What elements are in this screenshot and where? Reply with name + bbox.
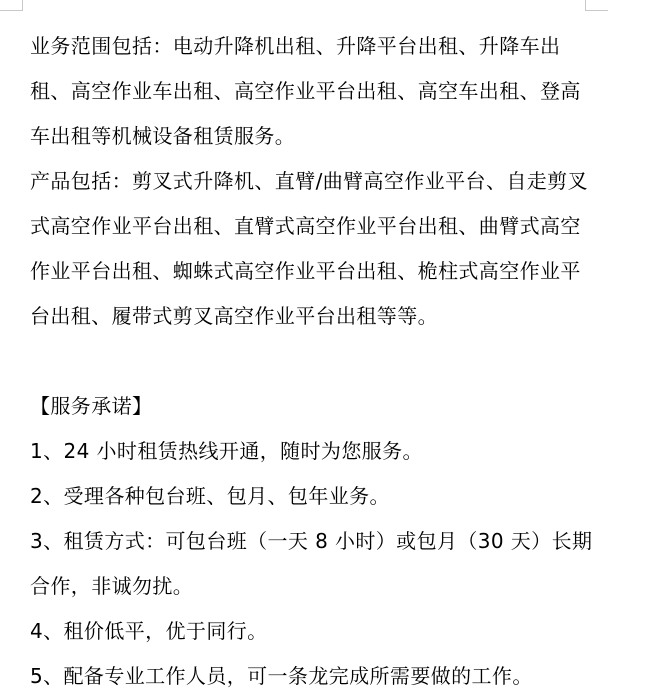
products-paragraph: 产品包括：剪叉式升降机、直臂/曲臂高空作业平台、自走剪叉式高空作业平台出租、直臂式高空作业平台出租、曲臂式高空作业平台出租、蜘蛛式高空作业平台出租、桅柱式高空作业平台出租、履带式剪叉高空作业平台出租等等。	[30, 169, 588, 328]
service-item-2: 2、受理各种包台班、包月、包年业务。	[30, 484, 390, 508]
service-item-3: 3、租赁方式：可包台班（一天 8 小时）或包月（30 天）长期合作，非诚勿扰。	[30, 529, 593, 598]
page-corner-mark-left	[0, 0, 23, 11]
scope-paragraph: 业务范围包括：电动升降机出租、升降平台出租、升降车出租、高空作业车出租、高空作业平台出租、高空车出租、登高车出租等机械设备租赁服务。	[30, 34, 581, 148]
service-item-5: 5、配备专业工作人员，可一条龙完成所需要做的工作。	[30, 664, 533, 688]
blank-line	[30, 339, 595, 384]
service-item-1: 1、24 小时租赁热线开通，随时为您服务。	[30, 439, 423, 463]
page-corner-mark-right	[585, 0, 608, 11]
document-body	[30, 24, 595, 699]
service-heading: 【服务承诺】	[30, 394, 153, 418]
service-item-4: 4、租价低平，优于同行。	[30, 619, 268, 643]
